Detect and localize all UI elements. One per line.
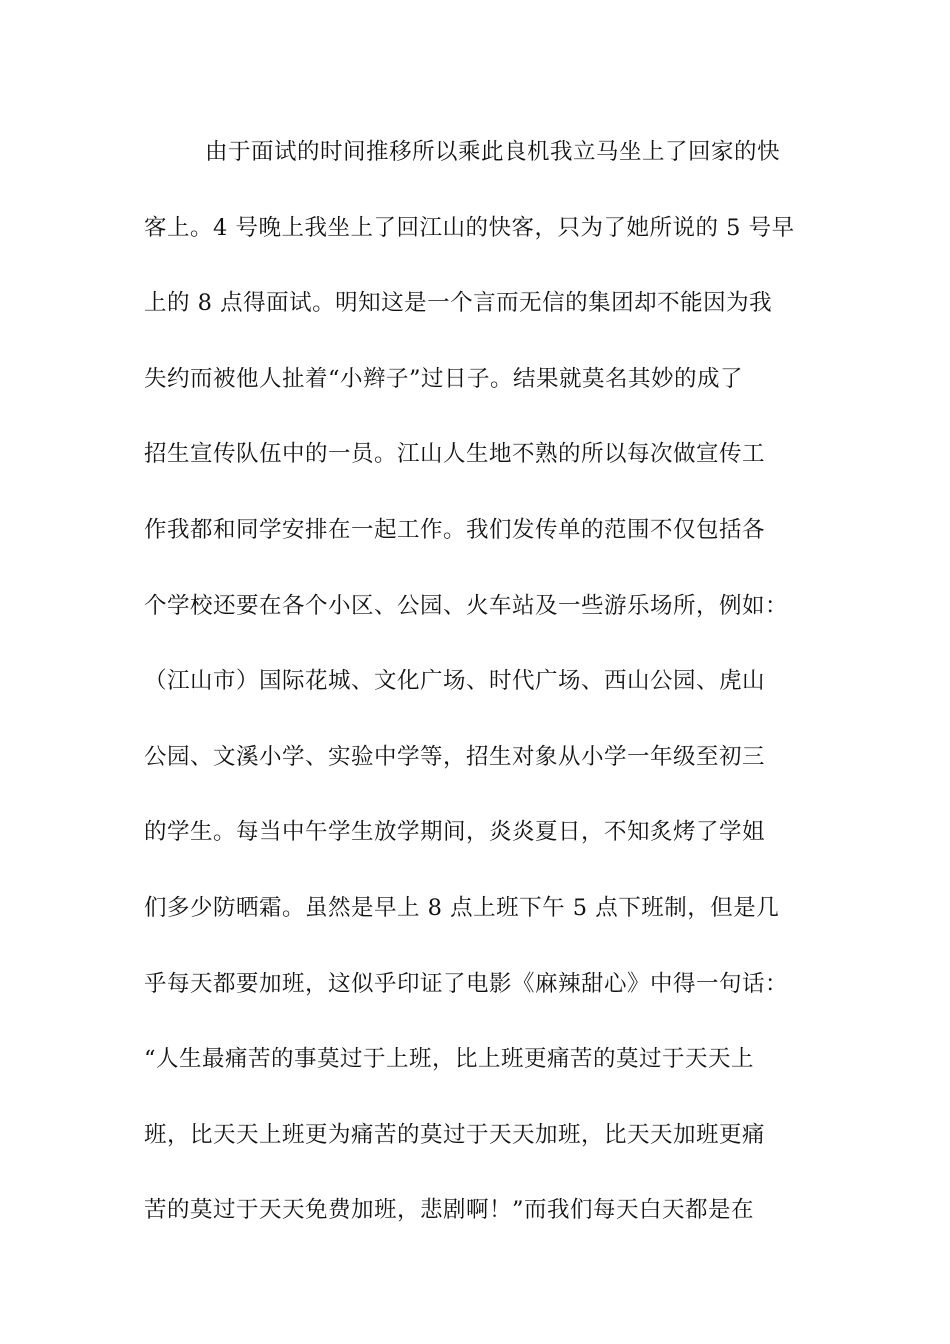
text-line: 们多少防晒霜。虽然是早上 8 点上班下午 5 点下班制，但是几 [144, 894, 780, 921]
text-line: 客上。4 号晚上我坐上了回江山的快客，只为了她所说的 5 号早 [144, 214, 795, 241]
text-line: 招生宣传队伍中的一员。江山人生地不熟的所以每次做宣传工 [144, 441, 766, 468]
text-line: 的学生。每当中午学生放学期间，炎炎夏日，不知炙烤了学姐 [144, 819, 766, 846]
text-line: 公园、文溪小学、实验中学等，招生对象从小学一年级至初三 [144, 743, 766, 770]
text-line: 个学校还要在各个小区、公园、火车站及一些游乐场所，例如： [144, 592, 789, 619]
text-line: 由于面试的时间推移所以乘此良机我立马坐上了回家的快 [205, 139, 781, 165]
text-line: 乎每天都要加班，这似乎印证了电影《麻辣甜心》中得一句话： [144, 970, 789, 997]
text-line: 作我都和同学安排在一起工作。我们发传单的范围不仅包括各 [144, 516, 766, 543]
text-line: 苦的莫过于天天免费加班，悲剧啊！”而我们每天白天都是在 [144, 1197, 755, 1224]
paragraph [144, 130, 824, 1264]
text-line: 上的 8 点得面试。明知这是一个言而无信的集团却不能因为我 [144, 290, 773, 317]
text-line: “人生最痛苦的事莫过于上班，比上班更痛苦的莫过于天天上 [144, 1046, 755, 1073]
text-line: 失约而被他人扯着“小辫子”过日子。结果就莫名其妙的成了 [144, 365, 744, 392]
text-line: 班，比天天上班更为痛苦的莫过于天天加班，比天天加班更痛 [144, 1121, 766, 1148]
text-line: （江山市）国际花城、文化广场、时代广场、西山公园、虎山 [144, 668, 766, 695]
